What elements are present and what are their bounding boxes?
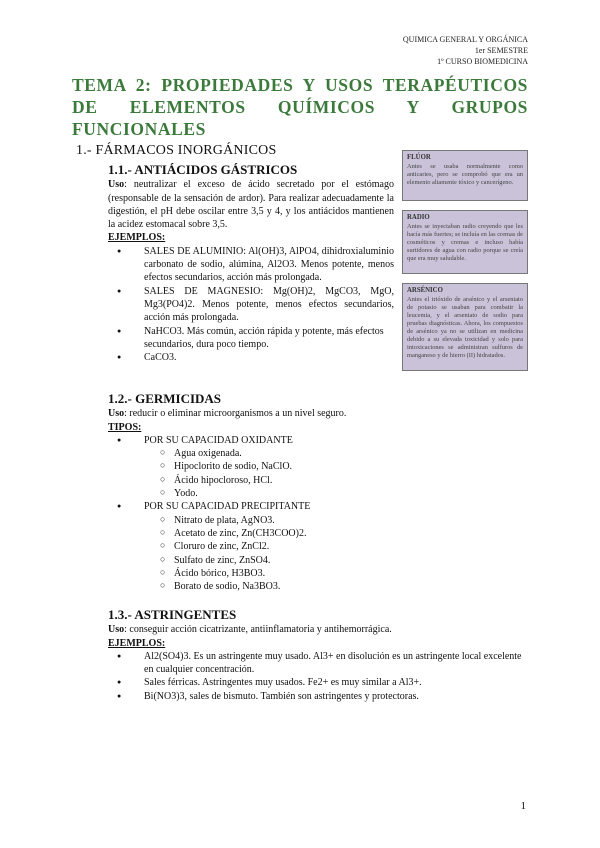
section-germicidas	[108, 392, 528, 593]
list-item: ○ Yodo.	[108, 487, 528, 500]
document-header	[403, 34, 528, 67]
sidebar-note-text: Antes el trióxido de arsénico y el arseniato de potasio se usaban para combatir la leucemia, y el arseniato de sodio para pruebas diagnósticas. Ahora, los compuestos de arsénico ya no se utilizan en medicina debido a su elevada toxicidad y solo para intoxicaciones se administran sulfuros de manganeso y de hierro (II) hidratados.	[407, 296, 523, 359]
sidebar-note-title: RADIO	[407, 214, 430, 221]
list-item: ○ Ácido bórico, H3BO3.	[108, 567, 528, 580]
germicidas-groups	[108, 434, 528, 447]
germicidas-groups-2	[108, 500, 528, 513]
page-number: 1	[520, 800, 526, 812]
list-item: ○ Sulfato de zinc, ZnSO4.	[108, 554, 528, 567]
header-semester: 1er SEMESTRE	[474, 46, 528, 55]
list-item: ○ Acetato de zinc, Zn(CH3COO)2.	[108, 527, 528, 540]
list-item: ● CaCO3.	[108, 351, 394, 364]
germicidas-tipos-label: TIPOS:	[108, 421, 142, 433]
list-item: ● NaHCO3. Más común, acción rápida y potente, más efectos secundarios, dura poco tiempo.	[108, 325, 394, 352]
antiacidos-ejemplos-label: EJEMPLOS:	[108, 232, 166, 244]
oxidantes-list	[108, 447, 528, 500]
list-item: ○ Agua oxigenada.	[108, 447, 528, 460]
list-item: ○ Cloruro de zinc, ZnCl2.	[108, 540, 528, 553]
section-astringentes	[108, 608, 528, 703]
astringentes-list	[108, 650, 528, 703]
list-item: ● POR SU CAPACIDAD OXIDANTE	[108, 434, 528, 447]
list-item: ○ Hipoclorito de sodio, NaClO.	[108, 460, 528, 473]
header-degree: 1º CURSO BIOMEDICINA	[437, 57, 528, 66]
sidebar-note-title: FLÚOR	[407, 154, 431, 161]
list-item: ○ Ácido hipocloroso, HCl.	[108, 474, 528, 487]
antiacidos-list	[108, 245, 394, 365]
subsection-heading-antiacidos: 1.1.- ANTIÁCIDOS GÁSTRICOS	[108, 162, 298, 177]
header-course: QUIMICA GENERAL Y ORGÁNICA	[402, 35, 528, 44]
astringentes-ejemplos-label: EJEMPLOS:	[108, 637, 166, 649]
list-item: ● SALES DE ALUMINIO: Al(OH)3, AlPO4, dihidroxialuminio carbonato de sodio, alúmina, Al2O3. Menos potente, menos efectos secundarios, acción más prolongada.	[108, 245, 394, 285]
germicidas-uso: Uso: reducir o eliminar microorganismos a un nivel seguro.	[108, 408, 347, 420]
subsection-heading-astringentes: 1.3.- ASTRINGENTES	[108, 607, 237, 622]
section-heading-farmacos: 1.- FÁRMACOS INORGÁNICOS	[76, 143, 277, 158]
precipitantes-list	[108, 514, 528, 594]
list-item: ● POR SU CAPACIDAD PRECIPITANTE	[108, 500, 528, 513]
sidebar-note-fluor	[402, 150, 528, 201]
list-item: ○ Nitrato de plata, AgNO3.	[108, 514, 528, 527]
list-item: ● SALES DE MAGNESIO: Mg(OH)2, MgCO3, MgO, Mg3(PO4)2. Menos potente, menos efectos secundarios, acción más prolongada.	[108, 285, 394, 325]
sidebar-note-text: Antes se usaba normalmente como anticaries, pero se comprobó que era un elemento altamente tóxico y cancerígeno.	[407, 163, 523, 186]
list-item: ○ Borato de sodio, Na3BO3.	[108, 580, 528, 593]
sidebar-note-radio	[402, 210, 528, 274]
list-item: ● Bi(NO3)3, sales de bismuto. También son astringentes y protectoras.	[108, 690, 528, 703]
antiacidos-uso: Uso: neutralizar el exceso de ácido secretado por el estómago (responsable de la sensación de ardor). Para realizar adecuadamente la digestión, el pH debe oscilar entre 3,5 y 4, y los antiácidos mantienen la acidez estomacal sobre 3,5.	[108, 179, 394, 231]
list-item: ● Sales férricas. Astringentes muy usados. Fe2+ es muy similar a Al3+.	[108, 676, 528, 689]
page-title: TEMA 2: PROPIEDADES Y USOS TERAPÉUTICOS DE ELEMENTOS QUÍMICOS Y GRUPOS FUNCIONALES	[72, 75, 528, 139]
astringentes-uso: Uso: conseguir acción cicatrizante, antiinflamatoria y antihemorrágica.	[108, 624, 392, 636]
subsection-heading-germicidas: 1.2.- GERMICIDAS	[108, 391, 222, 406]
section-antiacidos	[108, 163, 394, 364]
sidebar-note-arsenico	[402, 283, 528, 371]
sidebar-note-title: ARSÉNICO	[407, 287, 443, 294]
sidebar-note-text: Antes se inyectaban radio creyendo que les hacía más fuertes; se incluía en las cremas de cosméticos y cremas e incluso había surtidores de agua con radio porque se creía que era muy saludable.	[407, 223, 523, 262]
list-item: ● Al2(SO4)3. Es un astringente muy usado. Al3+ en disolución es un astringente local excelente en cualquier concentración.	[108, 650, 528, 677]
